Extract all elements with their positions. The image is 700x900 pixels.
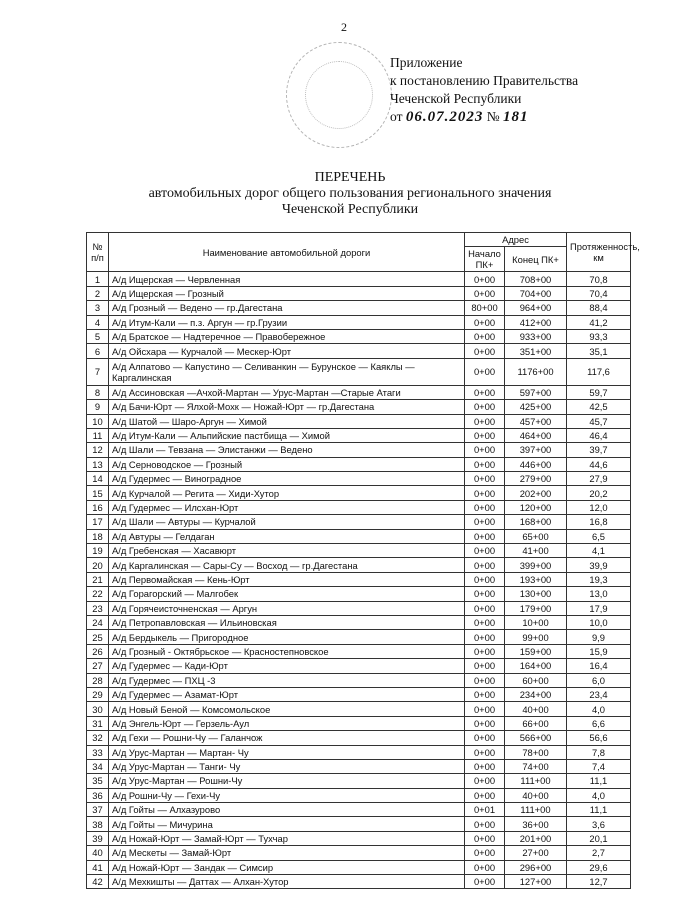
- start-pk: 0+00: [465, 400, 505, 414]
- header-length: Протяженность, км: [567, 233, 631, 272]
- road-name: А/д Алпатово — Капустино — Селиванкин — Бурунское — Каяклы — Каргалинская: [109, 358, 465, 385]
- table-row: [87, 716, 631, 730]
- row-number: 38: [87, 817, 109, 831]
- end-pk: 36+00: [505, 817, 567, 831]
- end-pk: 464+00: [505, 428, 567, 442]
- road-name: А/д Гехи — Рошни-Чу — Галанчож: [109, 731, 465, 745]
- start-pk: 0+00: [465, 315, 505, 329]
- end-pk: 40+00: [505, 788, 567, 802]
- row-number: 8: [87, 385, 109, 399]
- row-number: 6: [87, 344, 109, 358]
- end-pk: 66+00: [505, 716, 567, 730]
- header-address: Адрес: [465, 233, 567, 247]
- end-pk: 446+00: [505, 457, 567, 471]
- road-name: А/д Гойты — Алхазурово: [109, 803, 465, 817]
- row-number: 42: [87, 875, 109, 889]
- table-row: [87, 860, 631, 874]
- table-body: [87, 272, 631, 889]
- road-name: А/д Гребенская — Хасавюрт: [109, 544, 465, 558]
- end-pk: 708+00: [505, 272, 567, 286]
- start-pk: 0+00: [465, 457, 505, 471]
- table-row: [87, 315, 631, 329]
- length-km: 35,1: [567, 344, 631, 358]
- length-km: 45,7: [567, 414, 631, 428]
- road-name: А/д Урус-Мартан — Мартан- Чу: [109, 745, 465, 759]
- end-pk: 130+00: [505, 587, 567, 601]
- seal-inner-ring: [305, 61, 373, 129]
- road-name: А/д Ищерская — Грозный: [109, 286, 465, 300]
- end-pk: 425+00: [505, 400, 567, 414]
- start-pk: 0+00: [465, 286, 505, 300]
- table-row: [87, 472, 631, 486]
- table-row: [87, 286, 631, 300]
- end-pk: 111+00: [505, 803, 567, 817]
- start-pk: 0+00: [465, 515, 505, 529]
- handwritten-number: 181: [503, 109, 529, 125]
- length-km: 17,9: [567, 601, 631, 615]
- length-km: 39,9: [567, 558, 631, 572]
- road-name: А/д Братское — Надтеречное — Правобережное: [109, 329, 465, 343]
- start-pk: 0+00: [465, 817, 505, 831]
- table-row: [87, 457, 631, 471]
- row-number: 28: [87, 673, 109, 687]
- length-km: 6,5: [567, 529, 631, 543]
- end-pk: 65+00: [505, 529, 567, 543]
- road-name: А/д Шали — Автуры — Курчалой: [109, 515, 465, 529]
- end-pk: 704+00: [505, 286, 567, 300]
- table-row: [87, 443, 631, 457]
- road-name: А/д Бердыкель — Пригородное: [109, 630, 465, 644]
- length-km: 11,1: [567, 803, 631, 817]
- row-number: 32: [87, 731, 109, 745]
- road-name: А/д Энгель-Юрт — Герзель-Аул: [109, 716, 465, 730]
- length-km: 4,0: [567, 702, 631, 716]
- table-row: [87, 831, 631, 845]
- header-start: Начало ПК+: [465, 247, 505, 272]
- table-row: [87, 428, 631, 442]
- header-end: Конец ПК+: [505, 247, 567, 272]
- road-name: А/д Шали — Тевзана — Элистанжи — Ведено: [109, 443, 465, 457]
- start-pk: 0+00: [465, 344, 505, 358]
- end-pk: 351+00: [505, 344, 567, 358]
- end-pk: 127+00: [505, 875, 567, 889]
- row-number: 17: [87, 515, 109, 529]
- road-name: А/д Автуры — Гелдаган: [109, 529, 465, 543]
- road-name: А/д Новый Беной — Комсомольское: [109, 702, 465, 716]
- road-name: А/д Гудермес — Кади-Юрт: [109, 659, 465, 673]
- road-name: А/д Гудермес — ПХЦ -3: [109, 673, 465, 687]
- row-number: 4: [87, 315, 109, 329]
- header-name: Наименование автомобильной дороги: [109, 233, 465, 272]
- row-number: 36: [87, 788, 109, 802]
- row-number: 5: [87, 329, 109, 343]
- start-pk: 0+00: [465, 587, 505, 601]
- start-pk: 0+00: [465, 673, 505, 687]
- start-pk: 0+00: [465, 731, 505, 745]
- length-km: 70,8: [567, 272, 631, 286]
- end-pk: 597+00: [505, 385, 567, 399]
- table-row: [87, 817, 631, 831]
- table-row: [87, 731, 631, 745]
- document-subtitle-line-1: автомобильных дорог общего пользования регионального значения: [148, 186, 552, 201]
- start-pk: 0+00: [465, 875, 505, 889]
- row-number: 16: [87, 500, 109, 514]
- end-pk: 1176+00: [505, 358, 567, 385]
- length-km: 23,4: [567, 687, 631, 701]
- length-km: 20,1: [567, 831, 631, 845]
- table-row: [87, 515, 631, 529]
- end-pk: 412+00: [505, 315, 567, 329]
- row-number: 25: [87, 630, 109, 644]
- length-km: 13,0: [567, 587, 631, 601]
- end-pk: 234+00: [505, 687, 567, 701]
- table-row: [87, 400, 631, 414]
- table-row: [87, 788, 631, 802]
- length-km: 117,6: [567, 358, 631, 385]
- road-name: А/д Каргалинская — Сары-Су — Восход — гр.Дагестана: [109, 558, 465, 572]
- table-row: [87, 344, 631, 358]
- end-pk: 120+00: [505, 500, 567, 514]
- start-pk: 0+00: [465, 860, 505, 874]
- row-number: 9: [87, 400, 109, 414]
- road-name: А/д Ойсхара — Курчалой — Мескер-Юрт: [109, 344, 465, 358]
- end-pk: 397+00: [505, 443, 567, 457]
- row-number: 20: [87, 558, 109, 572]
- road-name: А/д Грозный — Ведено — гр.Дагестана: [109, 301, 465, 315]
- table-row: [87, 358, 631, 385]
- document-subtitle-line-2: Чеченской Республики: [281, 202, 419, 217]
- length-km: 20,2: [567, 486, 631, 500]
- road-name: А/д Гойты — Мичурина: [109, 817, 465, 831]
- table-row: [87, 803, 631, 817]
- start-pk: 0+00: [465, 529, 505, 543]
- end-pk: 60+00: [505, 673, 567, 687]
- start-pk: 0+00: [465, 486, 505, 500]
- roads-table: [86, 232, 640, 889]
- length-km: 7,8: [567, 745, 631, 759]
- row-number: 14: [87, 472, 109, 486]
- length-km: 29,6: [567, 860, 631, 874]
- start-pk: 0+00: [465, 472, 505, 486]
- length-km: 6,0: [567, 673, 631, 687]
- road-name: А/д Мехкишты — Даттах — Алхан-Хутор: [109, 875, 465, 889]
- start-pk: 0+00: [465, 759, 505, 773]
- appendix-line-3: Чеченской Республики: [390, 91, 522, 106]
- row-number: 37: [87, 803, 109, 817]
- row-number: 15: [87, 486, 109, 500]
- table-row: [87, 659, 631, 673]
- end-pk: 296+00: [505, 860, 567, 874]
- row-number: 39: [87, 831, 109, 845]
- road-name: А/д Рошни-Чу — Гехи-Чу: [109, 788, 465, 802]
- length-km: 88,4: [567, 301, 631, 315]
- start-pk: 0+00: [465, 687, 505, 701]
- appendix-block: [390, 54, 578, 126]
- road-name: А/д Бачи-Юрт — Ялхой-Мохк — Ножай-Юрт — гр.Дагестана: [109, 400, 465, 414]
- end-pk: 279+00: [505, 472, 567, 486]
- document-title: ПЕРЕЧЕНЬ: [314, 170, 386, 185]
- row-number: 1: [87, 272, 109, 286]
- end-pk: 168+00: [505, 515, 567, 529]
- start-pk: 0+00: [465, 644, 505, 658]
- table-row: [87, 329, 631, 343]
- start-pk: 0+00: [465, 659, 505, 673]
- row-number: 33: [87, 745, 109, 759]
- end-pk: 164+00: [505, 659, 567, 673]
- table-row: [87, 500, 631, 514]
- table-row: [87, 644, 631, 658]
- row-number: 12: [87, 443, 109, 457]
- end-pk: 159+00: [505, 644, 567, 658]
- start-pk: 80+00: [465, 301, 505, 315]
- table-row: [87, 587, 631, 601]
- row-number: 27: [87, 659, 109, 673]
- end-pk: 27+00: [505, 846, 567, 860]
- table-row: [87, 687, 631, 701]
- road-name: А/д Итум-Кали — Альпийские пастбища — Химой: [109, 428, 465, 442]
- end-pk: 10+00: [505, 615, 567, 629]
- end-pk: 40+00: [505, 702, 567, 716]
- start-pk: 0+00: [465, 428, 505, 442]
- road-name: А/д Петропавловская — Ильиновская: [109, 615, 465, 629]
- table-row: [87, 385, 631, 399]
- length-km: 93,3: [567, 329, 631, 343]
- end-pk: 566+00: [505, 731, 567, 745]
- length-km: 16,4: [567, 659, 631, 673]
- length-km: 10,0: [567, 615, 631, 629]
- row-number: 30: [87, 702, 109, 716]
- start-pk: 0+00: [465, 745, 505, 759]
- length-km: 41,2: [567, 315, 631, 329]
- road-name: А/д Первомайская — Кень-Юрт: [109, 572, 465, 586]
- road-name: А/д Шатой — Шаро-Аргун — Химой: [109, 414, 465, 428]
- table-row: [87, 486, 631, 500]
- table-row: [87, 846, 631, 860]
- start-pk: 0+00: [465, 272, 505, 286]
- length-km: 39,7: [567, 443, 631, 457]
- row-number: 19: [87, 544, 109, 558]
- length-km: 3,6: [567, 817, 631, 831]
- table-row: [87, 601, 631, 615]
- start-pk: 0+00: [465, 414, 505, 428]
- official-seal-stamp: [286, 42, 392, 148]
- row-number: 41: [87, 860, 109, 874]
- end-pk: 111+00: [505, 774, 567, 788]
- row-number: 23: [87, 601, 109, 615]
- end-pk: 99+00: [505, 630, 567, 644]
- road-name: А/д Ассиновская —Ачхой-Мартан — Урус-Мартан —Старые Атаги: [109, 385, 465, 399]
- length-km: 2,7: [567, 846, 631, 860]
- end-pk: 78+00: [505, 745, 567, 759]
- length-km: 42,5: [567, 400, 631, 414]
- length-km: 70,4: [567, 286, 631, 300]
- row-number: 29: [87, 687, 109, 701]
- table-row: [87, 673, 631, 687]
- row-number: 21: [87, 572, 109, 586]
- length-km: 56,6: [567, 731, 631, 745]
- row-number: 31: [87, 716, 109, 730]
- start-pk: 0+00: [465, 630, 505, 644]
- start-pk: 0+00: [465, 831, 505, 845]
- length-km: 19,3: [567, 572, 631, 586]
- length-km: 11,1: [567, 774, 631, 788]
- row-number: 13: [87, 457, 109, 471]
- start-pk: 0+00: [465, 558, 505, 572]
- appendix-line-1: Приложение: [390, 55, 463, 70]
- length-km: 44,6: [567, 457, 631, 471]
- table-row: [87, 558, 631, 572]
- table-row: [87, 630, 631, 644]
- row-number: 22: [87, 587, 109, 601]
- road-name: А/д Курчалой — Регита — Хиди-Хутор: [109, 486, 465, 500]
- start-pk: 0+00: [465, 572, 505, 586]
- length-km: 12,0: [567, 500, 631, 514]
- table-row: [87, 745, 631, 759]
- start-pk: 0+00: [465, 702, 505, 716]
- number-prefix: №: [486, 109, 500, 124]
- road-name: А/д Урус-Мартан — Рошни-Чу: [109, 774, 465, 788]
- row-number: 2: [87, 286, 109, 300]
- end-pk: 964+00: [505, 301, 567, 315]
- table-row: [87, 615, 631, 629]
- road-name: А/д Гудермес — Азамат-Юрт: [109, 687, 465, 701]
- end-pk: 933+00: [505, 329, 567, 343]
- start-pk: 0+00: [465, 601, 505, 615]
- row-number: 18: [87, 529, 109, 543]
- row-number: 10: [87, 414, 109, 428]
- road-name: А/д Ищерская — Червленная: [109, 272, 465, 286]
- road-name: А/д Итум-Кали — п.з. Аргун — гр.Грузии: [109, 315, 465, 329]
- length-km: 7,4: [567, 759, 631, 773]
- start-pk: 0+01: [465, 803, 505, 817]
- road-name: А/д Горячеисточненская — Аргун: [109, 601, 465, 615]
- table-row: [87, 272, 631, 286]
- table-row: [87, 544, 631, 558]
- row-number: 24: [87, 615, 109, 629]
- road-name: А/д Горагорский — Малгобек: [109, 587, 465, 601]
- table-row: [87, 529, 631, 543]
- road-name: А/д Серноводское — Грозный: [109, 457, 465, 471]
- start-pk: 0+00: [465, 615, 505, 629]
- length-km: 9,9: [567, 630, 631, 644]
- road-name: А/д Ножай-Юрт — Зандак — Симсир: [109, 860, 465, 874]
- row-number: 34: [87, 759, 109, 773]
- road-name: А/д Гудермес — Виноградное: [109, 472, 465, 486]
- appendix-line-2: к постановлению Правительства: [390, 73, 579, 88]
- row-number: 26: [87, 644, 109, 658]
- table-row: [87, 301, 631, 315]
- length-km: 15,9: [567, 644, 631, 658]
- length-km: 16,8: [567, 515, 631, 529]
- start-pk: 0+00: [465, 385, 505, 399]
- length-km: 4,1: [567, 544, 631, 558]
- handwritten-date: 06.07.2023: [405, 109, 484, 125]
- start-pk: 0+00: [465, 774, 505, 788]
- length-km: 6,6: [567, 716, 631, 730]
- length-km: 46,4: [567, 428, 631, 442]
- table-row: [87, 414, 631, 428]
- page-number: 2: [341, 20, 347, 34]
- end-pk: 179+00: [505, 601, 567, 615]
- table-row: [87, 774, 631, 788]
- end-pk: 74+00: [505, 759, 567, 773]
- length-km: 59,7: [567, 385, 631, 399]
- start-pk: 0+00: [465, 358, 505, 385]
- length-km: 27,9: [567, 472, 631, 486]
- start-pk: 0+00: [465, 329, 505, 343]
- road-name: А/д Урус-Мартан — Танги- Чу: [109, 759, 465, 773]
- road-name: А/д Ножай-Юрт — Замай-Юрт — Тухчар: [109, 831, 465, 845]
- road-name: А/д Гудермес — Илсхан-Юрт: [109, 500, 465, 514]
- date-prefix: от: [390, 109, 403, 124]
- row-number: 11: [87, 428, 109, 442]
- header-num: № п/п: [87, 233, 109, 272]
- table-row: [87, 702, 631, 716]
- start-pk: 0+00: [465, 788, 505, 802]
- start-pk: 0+00: [465, 544, 505, 558]
- table-row: [87, 572, 631, 586]
- end-pk: 457+00: [505, 414, 567, 428]
- row-number: 7: [87, 358, 109, 385]
- appendix-date-line: [390, 108, 578, 126]
- row-number: 35: [87, 774, 109, 788]
- end-pk: 202+00: [505, 486, 567, 500]
- table-row: [87, 875, 631, 889]
- length-km: 12,7: [567, 875, 631, 889]
- end-pk: 399+00: [505, 558, 567, 572]
- length-km: 4,0: [567, 788, 631, 802]
- end-pk: 201+00: [505, 831, 567, 845]
- table-row: [87, 759, 631, 773]
- end-pk: 193+00: [505, 572, 567, 586]
- end-pk: 41+00: [505, 544, 567, 558]
- row-number: 3: [87, 301, 109, 315]
- start-pk: 0+00: [465, 500, 505, 514]
- start-pk: 0+00: [465, 716, 505, 730]
- road-name: А/д Мескеты — Замай-Юрт: [109, 846, 465, 860]
- road-name: А/д Грозный - Октябрьское — Красностепновское: [109, 644, 465, 658]
- start-pk: 0+00: [465, 443, 505, 457]
- start-pk: 0+00: [465, 846, 505, 860]
- row-number: 40: [87, 846, 109, 860]
